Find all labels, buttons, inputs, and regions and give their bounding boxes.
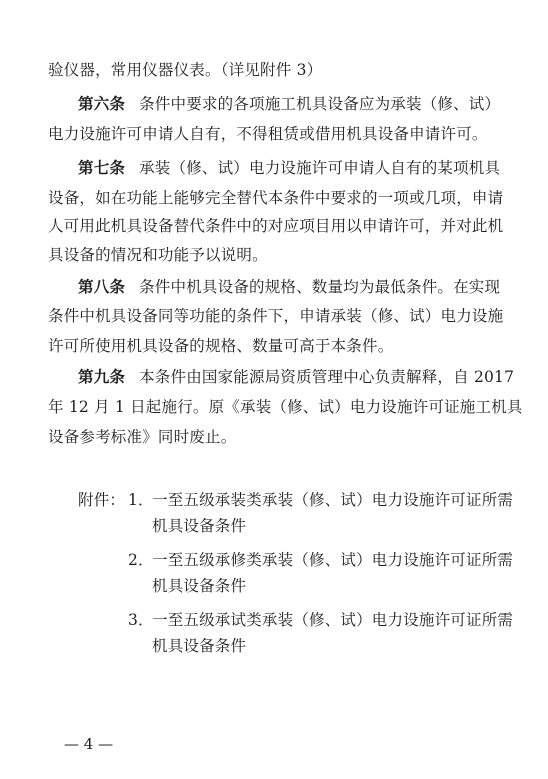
article-7-line-3: 人可用此机具设备替代条件中的对应项目用以申请许可，并对此机 [48,217,504,235]
attachment-3-line-2: 机具设备条件 [152,637,247,655]
article-8-line-1 [78,277,500,297]
attachment-1-line-2: 机具设备条件 [152,517,247,535]
attachment-3-line-1: 一至五级承试类承装（修、试）电力设施许可证所需 [152,611,514,629]
article-7-heading: 第七条 [78,159,126,177]
attachment-1-line-1: 一至五级承装类承装（修、试）电力设施许可证所需 [152,491,514,509]
article-6-text-1: 条件中要求的各项施工机具设备应为承装（修、试） [139,95,501,113]
article-8-heading: 第八条 [78,278,126,296]
article-9-line-2: 年 12 月 1 日起施行。原《承装（修、试）电力设施许可证施工机具 [48,398,523,416]
article-7-line-4: 具设备的情况和功能予以说明。 [48,246,268,264]
attachment-3-number: 3． [128,611,154,629]
continuation-line: 验仪器，常用仪器仪表。（详见附件 3） [48,61,323,79]
attachment-1-number: 1． [128,491,154,509]
attachment-2-line-1: 一至五级承修类承装（修、试）电力设施许可证所需 [152,551,514,569]
article-7-line-2: 设备，如在功能上能够完全替代本条件中要求的一项或几项，申请 [48,189,504,207]
article-6-line-1 [78,94,500,114]
article-6-heading: 第六条 [78,95,126,113]
article-9-text-1: 本条件由国家能源局资质管理中心负责解释，自 2017 [139,368,515,386]
article-9-line-3: 设备参考标准》同时废止。 [48,428,237,446]
attachment-2-number: 2． [128,551,154,569]
attachments-label: 附件： [78,491,126,509]
article-7-line-1 [78,158,500,178]
article-9-line-1 [78,367,514,387]
article-7-text-1: 承装（修、试）电力设施许可申请人自有的某项机具 [139,159,501,177]
article-6-line-2: 电力设施许可申请人自有，不得租赁或借用机具设备申请许可。 [48,125,488,143]
page-number: — 4 — [64,735,114,753]
article-9-heading: 第九条 [78,368,126,386]
attachment-2-line-2: 机具设备条件 [152,577,247,595]
article-8-line-3: 许可所使用机具设备的规格、数量可高于本条件。 [48,337,394,355]
article-8-text-1: 条件中机具设备的规格、数量均为最低条件。在实现 [139,278,501,296]
article-8-line-2: 条件中机具设备同等功能的条件下，申请承装（修、试）电力设施 [48,307,504,325]
